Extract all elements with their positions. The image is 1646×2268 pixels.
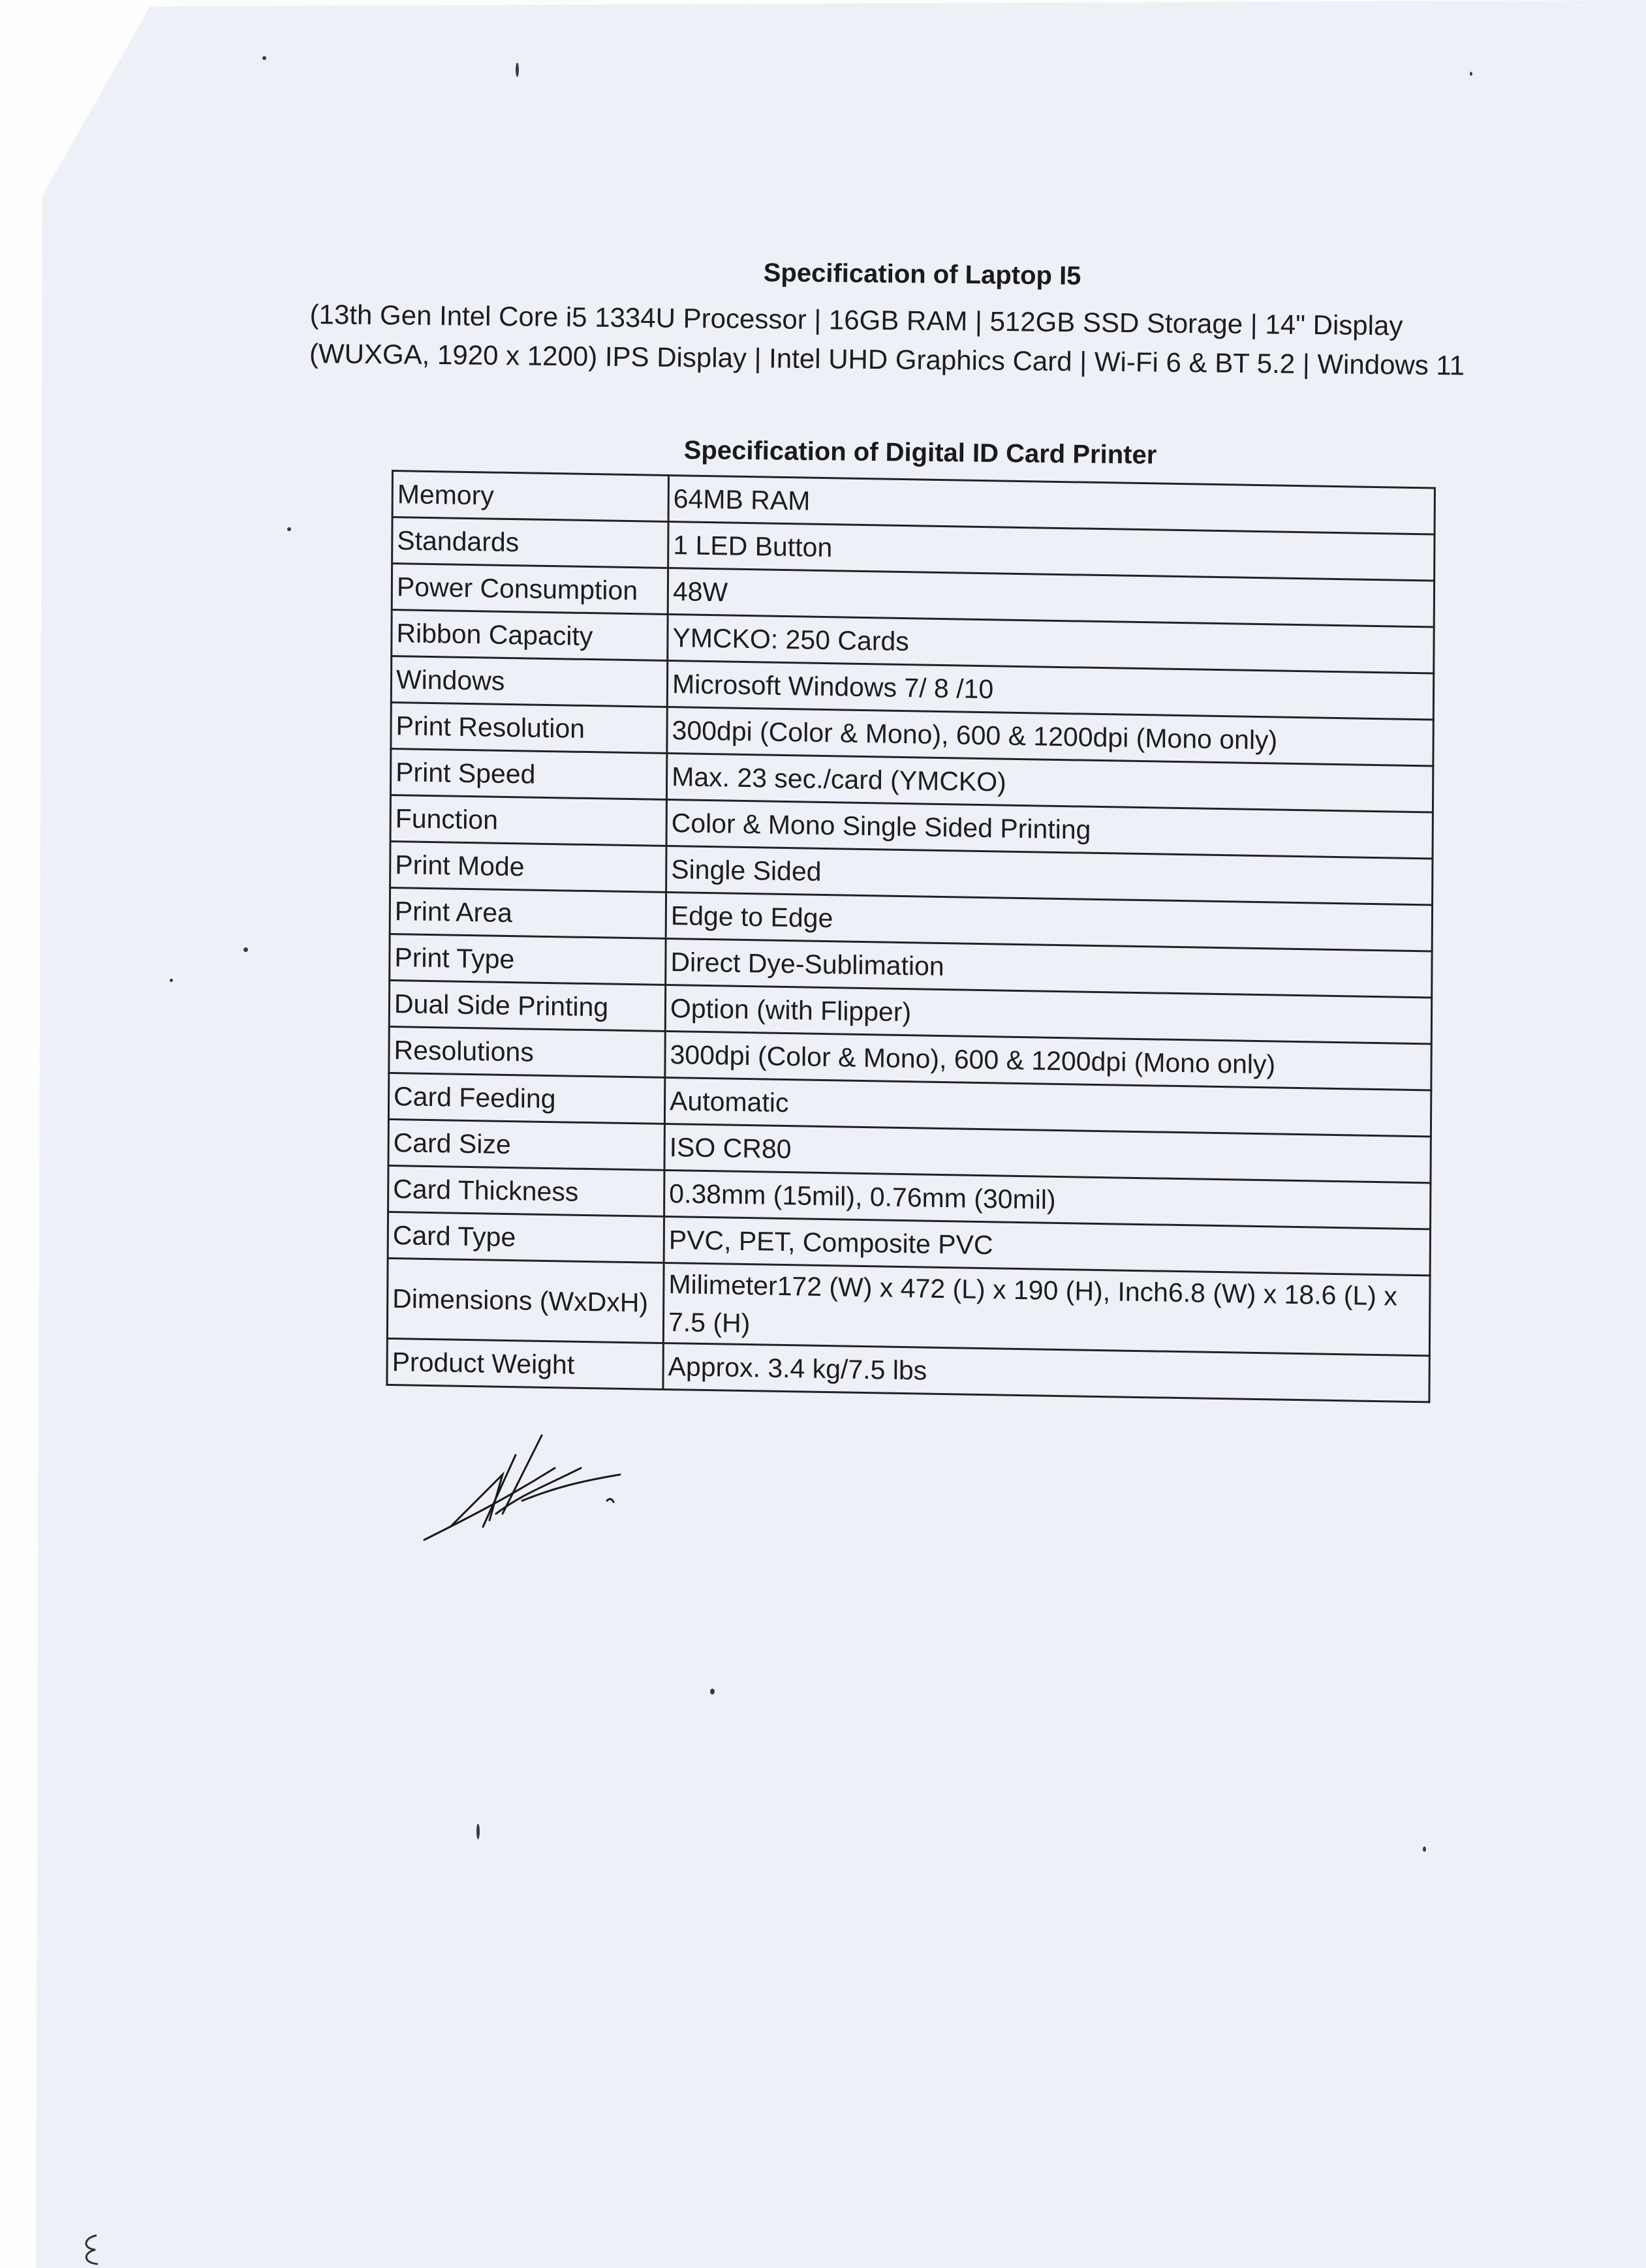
- scan-speck: [1423, 1847, 1426, 1852]
- printer-spec-table-wrap: [386, 470, 1436, 1403]
- spec-label: Card Thickness: [388, 1165, 664, 1216]
- spec-label: Print Speed: [390, 748, 666, 799]
- scan-speck: [243, 947, 248, 952]
- laptop-spec-description: (13th Gen Intel Core i5 1334U Processor | 16GB RAM | 512GB SSD Storage | 14" Display (WUXGA, 1920 x 1200) IPS Display | Intel UHD Graphics Card | Wi-Fi 6 & BT 5.2 | Windows 11: [309, 298, 1465, 381]
- scan-speck: [170, 979, 173, 982]
- spec-label: Function: [390, 795, 666, 846]
- spec-value: Milimeter172 (W) x 472 (L) x 190 (H), Inch6.8 (W) x 18.6 (L) x 7.5 (H): [663, 1263, 1430, 1355]
- scan-speck: [1470, 72, 1472, 76]
- scan-speck: [710, 1689, 715, 1694]
- spec-value: Edge to Edge: [666, 892, 1432, 951]
- spec-label: Ribbon Capacity: [392, 610, 668, 661]
- spec-label: Print Area: [390, 887, 666, 938]
- spec-label: Standards: [392, 517, 668, 568]
- spec-label: Print Mode: [390, 841, 666, 892]
- spec-value: Microsoft Windows 7/ 8 /10: [667, 661, 1433, 720]
- printer-spec-table: [386, 470, 1436, 1403]
- scan-speck: [476, 1824, 480, 1839]
- spec-label: Dimensions (WxDxH): [387, 1258, 664, 1343]
- spec-label: Resolutions: [389, 1026, 665, 1077]
- spec-value: YMCKO: 250 Cards: [668, 615, 1434, 673]
- spec-value: 0.38mm (15mil), 0.76mm (30mil): [664, 1170, 1431, 1229]
- spec-label: Product Weight: [387, 1338, 663, 1389]
- spec-label: Card Size: [388, 1119, 664, 1170]
- spec-label: Card Feeding: [388, 1073, 664, 1124]
- spec-value: Color & Mono Single Sided Printing: [666, 799, 1433, 858]
- printer-spec-table-body: [387, 471, 1435, 1402]
- spec-label: Dual Side Printing: [389, 980, 665, 1031]
- spec-value: Automatic: [664, 1077, 1431, 1136]
- scan-speck: [262, 56, 266, 60]
- spec-label: Memory: [392, 471, 668, 522]
- spec-label: Print Resolution: [391, 702, 667, 753]
- scan-speck: [287, 527, 291, 531]
- spec-value: Single Sided: [666, 846, 1433, 904]
- spec-value: ISO CR80: [664, 1124, 1431, 1182]
- scan-speck: [516, 63, 519, 77]
- spec-value: 300dpi (Color & Mono), 600 & 1200dpi (Mono only): [667, 707, 1433, 766]
- spec-label: Power Consumption: [392, 564, 668, 615]
- spec-label: Card Type: [388, 1212, 664, 1263]
- spec-value: Option (with Flipper): [665, 985, 1431, 1043]
- spec-value: Approx. 3.4 kg/7.5 lbs: [663, 1343, 1429, 1402]
- spec-value: 1 LED Button: [668, 522, 1435, 581]
- spec-value: 48W: [668, 568, 1434, 627]
- spec-value: Max. 23 sec./card (YMCKO): [666, 754, 1433, 812]
- printer-spec-title: Specification of Digital ID Card Printer: [683, 436, 1157, 470]
- spec-value: Direct Dye-Sublimation: [666, 938, 1432, 997]
- spec-label: Print Type: [390, 934, 666, 985]
- laptop-spec-title: Specification of Laptop I5: [763, 258, 1081, 291]
- spec-value: 300dpi (Color & Mono), 600 & 1200dpi (Mono only): [665, 1031, 1431, 1090]
- spec-label: Windows: [391, 656, 667, 707]
- spec-value: PVC, PET, Composite PVC: [664, 1216, 1430, 1275]
- margin-mark: [77, 2231, 103, 2268]
- spec-value: 64MB RAM: [668, 476, 1435, 534]
- handwritten-signature: [411, 1429, 627, 1559]
